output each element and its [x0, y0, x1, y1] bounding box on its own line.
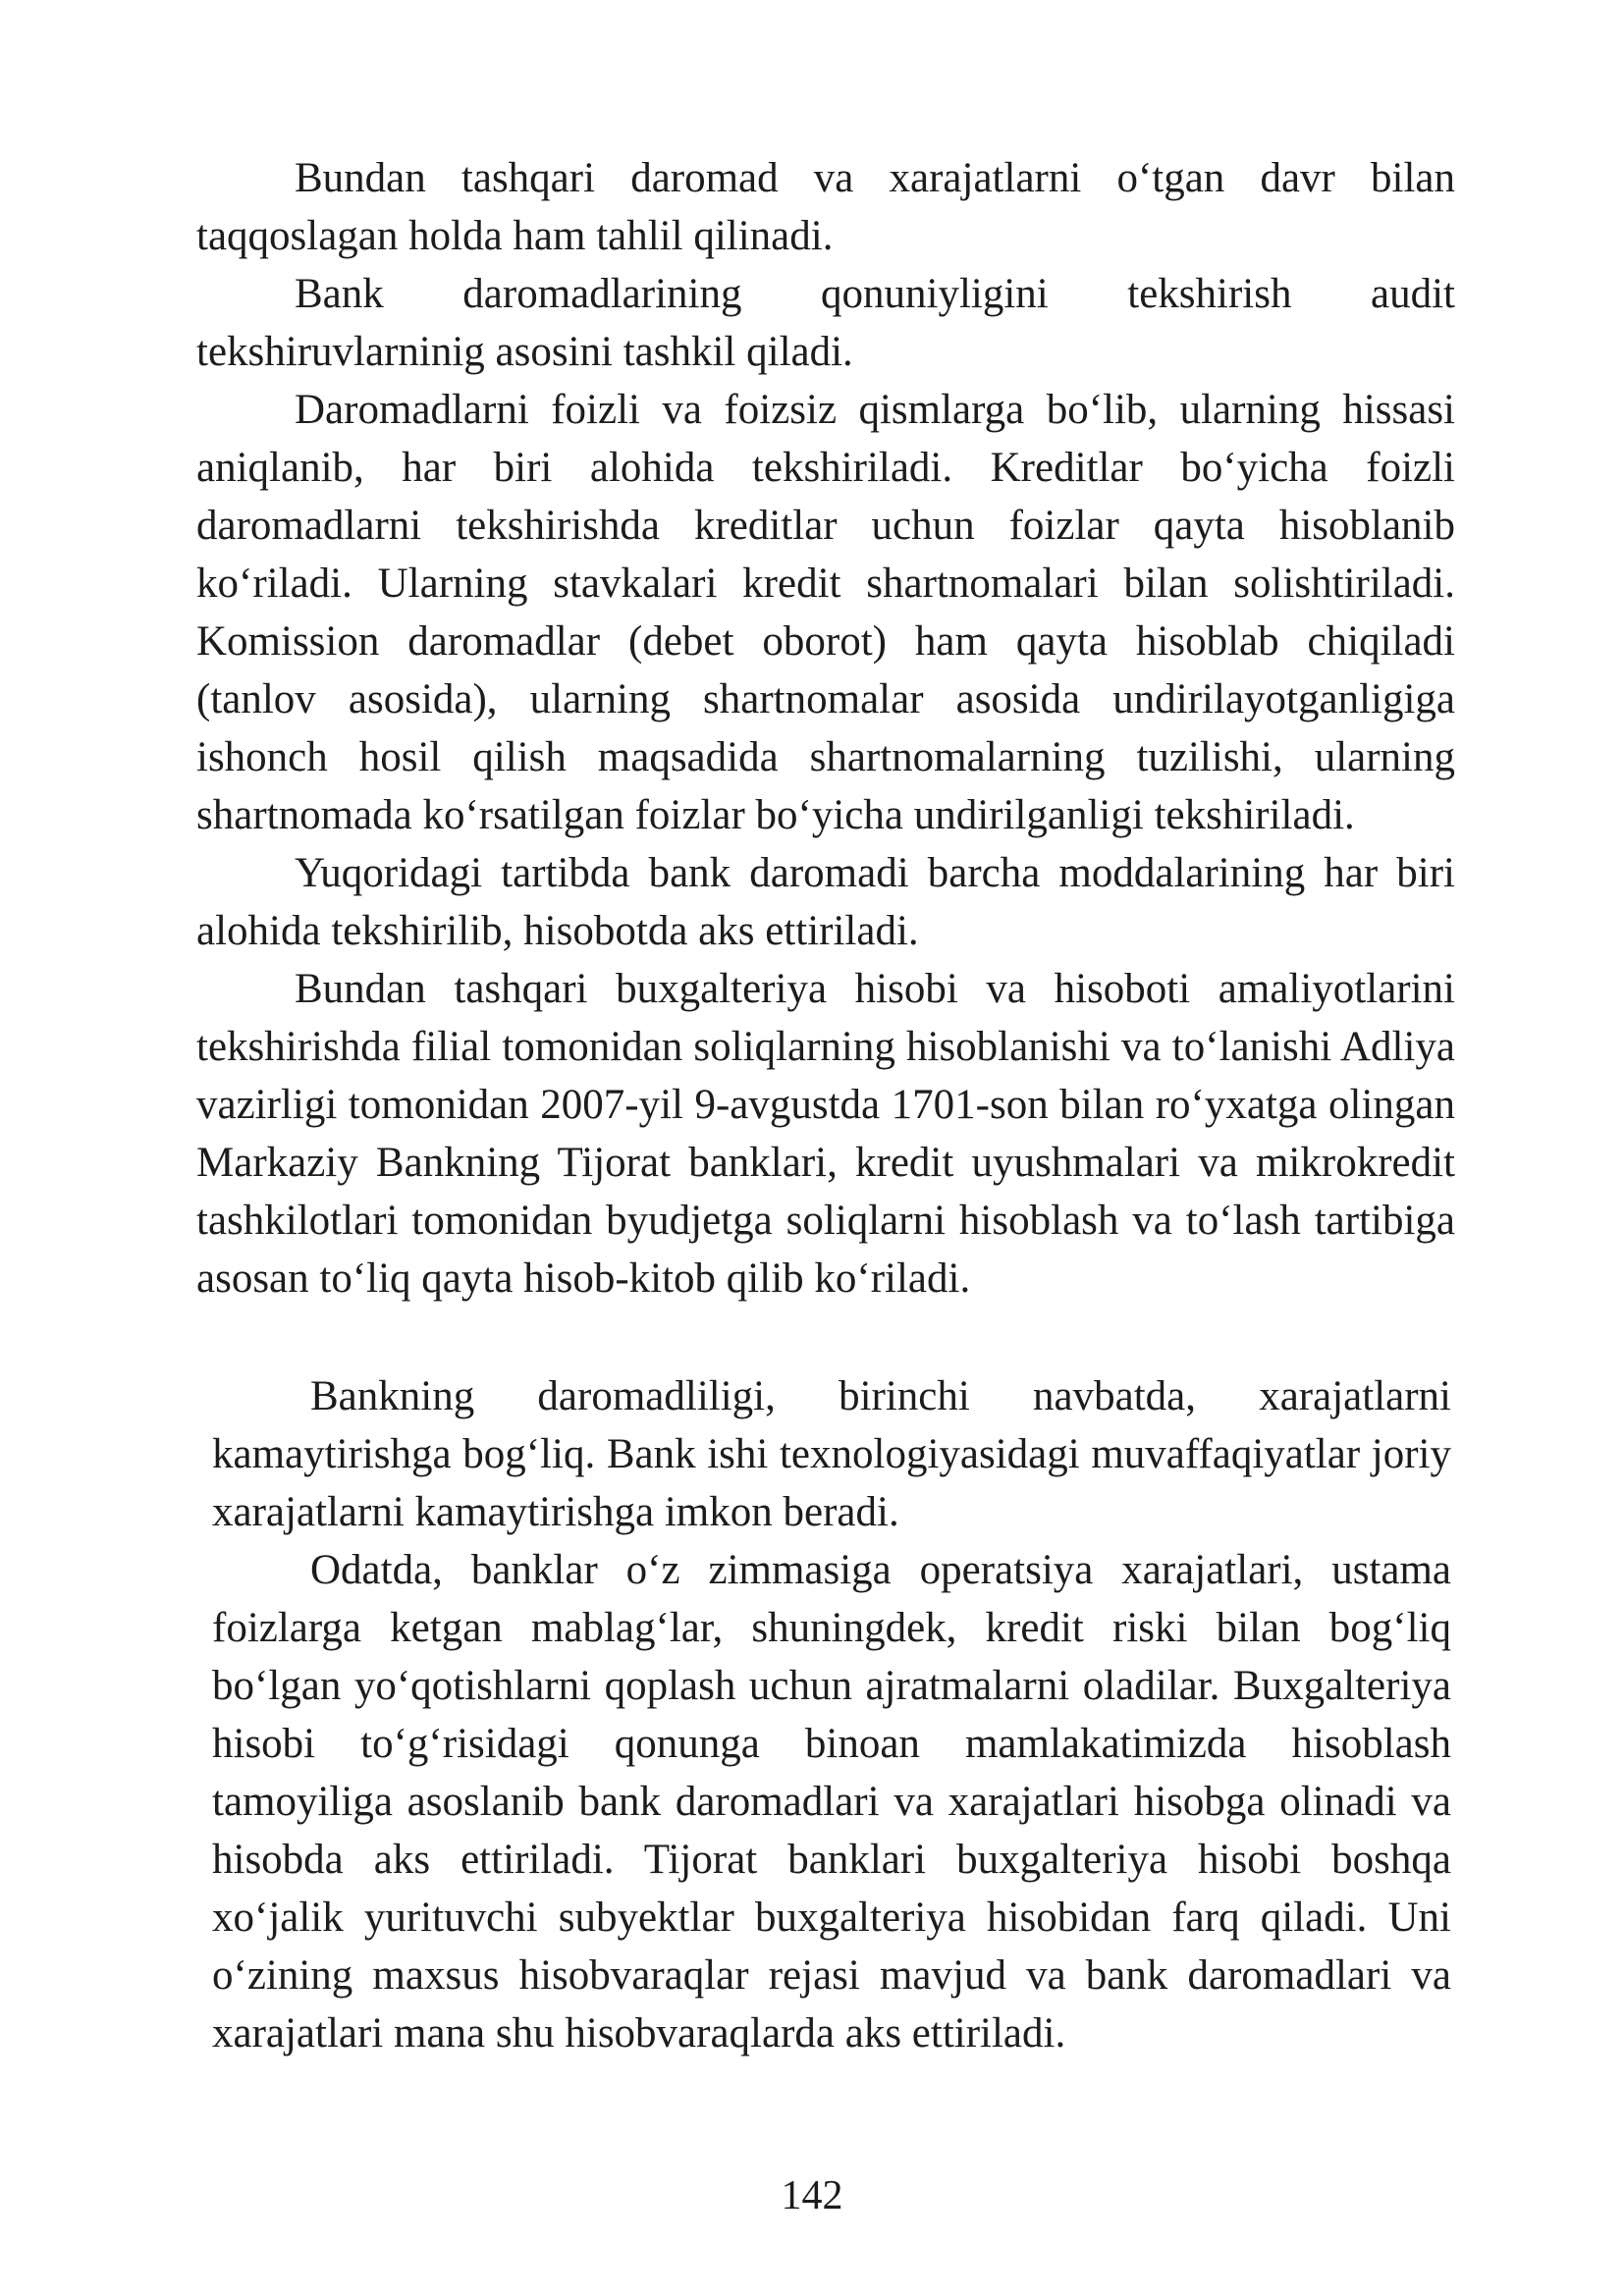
paragraph: Daromadlarni foizli va foizsiz qismlarga bo‘lib, ularning hissasi aniqlanib, har biri alohida tekshiriladi. Kreditlar bo‘yicha foizli daromadlarni tekshirishda kreditlar uchun foizlar qayta hisoblanib ko‘riladi. Ularning stavkalari kredit shartnomalari bilan solishtiriladi. Komission daromadlar (debet oborot) ham qayta hisoblab chiqiladi (tanlov asosida), ularning shartnomalar asosida undirilayotganligiga ishonch hosil qilish maqsadida shartnomalarning tuzilishi, ularning shartnomada ko‘rsatilgan foizlar bo‘yicha undirilganligi tekshiriladi. [196, 387, 1455, 838]
paragraph: Bundan tashqari daromad va xarajatlarni o‘tgan davr bilan taqqoslagan holda ham tahlil qilinadi. [196, 155, 1455, 259]
page-number: 142 [781, 2173, 843, 2218]
paragraph: Bankning daromadliligi, birinchi navbatda, xarajatlarni kamaytirishga bog‘liq. Bank ishi texnologiyasidagi muvaffaqiyatlar joriy xarajatlarni kamaytirishga imkon beradi. [212, 1373, 1451, 1535]
body-text-section-2 [212, 1367, 1451, 2062]
paragraph: Bundan tashqari buxgalteriya hisobi va hisoboti amaliyotlarini tekshirishda filial tomonidan soliqlarning hisoblanishi va to‘lanishi Adliya vazirligi tomonidan 2007-yil 9-avgustda 1701-son bilan ro‘yxatga olingan Markaziy Bankning Tijorat banklari, kredit uyushmalari va mikrokredit tashkilotlari tomonidan byudjetga soliqlarni hisoblash va to‘lash tartibiga asosan to‘liq qayta hisob-kitob qilib ko‘riladi. [196, 966, 1455, 1302]
paragraph: Yuqoridagi tartibda bank daromadi barcha moddalarining har biri alohida tekshirilib, hisobotda aks ettiriladi. [196, 850, 1455, 954]
body-text-section-1 [196, 149, 1455, 1308]
paragraph: Odatda, banklar o‘z zimmasiga operatsiya xarajatlari, ustama foizlarga ketgan mablag‘lar, shuningdek, kredit riski bilan bog‘liq bo‘lgan yo‘qotishlarni qoplash uchun ajratmalarni oladilar. Buxgalteriya hisobi to‘g‘risidagi qonunga binoan mamlakatimizda hisoblash tamoyiliga asoslanib bank daromadlari va xarajatlari hisobga olinadi va hisobda aks ettiriladi. Tijorat banklari buxgalteriya hisobi boshqa xo‘jalik yurituvchi subyektlar buxgalteriya hisobidan farq qiladi. Uni o‘zining maxsus hisobvaraqlar rejasi mavjud va bank daromadlari va xarajatlari mana shu hisobvaraqlarda aks ettiriladi. [212, 1547, 1451, 2056]
paragraph: Bank daromadlarining qonuniyligini tekshirish audit tekshiruvlarninig asosini tashkil qiladi. [196, 271, 1455, 375]
